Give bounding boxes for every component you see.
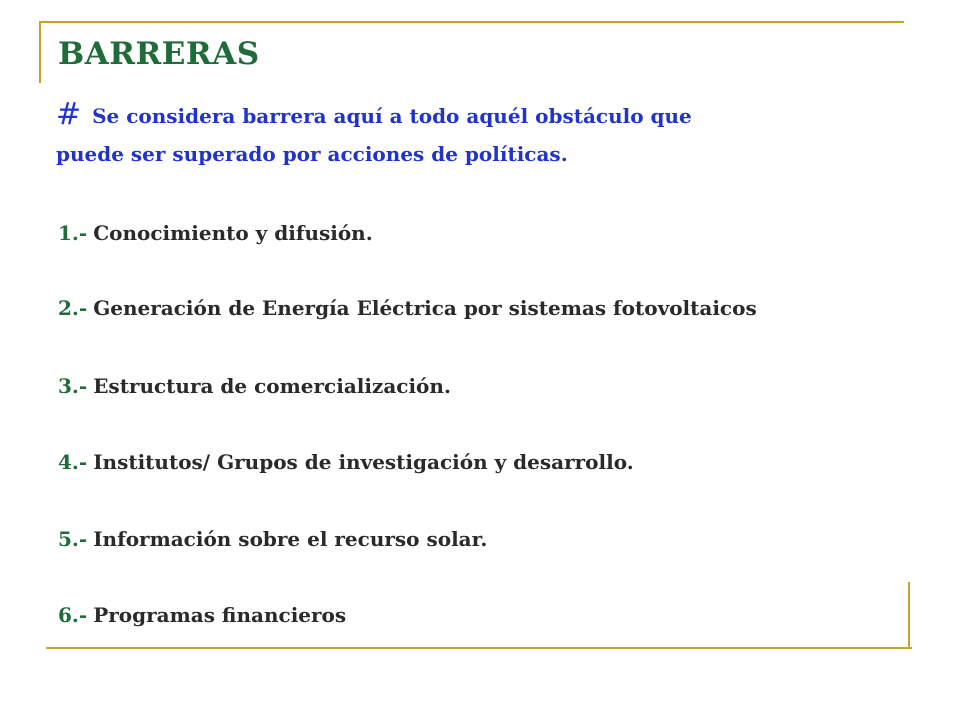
hash-bullet-icon: # <box>56 97 82 132</box>
left-accent-line <box>39 21 41 83</box>
intro-line-1: Se considera barrera aquí a todo aquél obstáculo que <box>92 104 692 128</box>
barrier-number: 1.- <box>58 221 88 245</box>
barrier-item-3 <box>58 374 451 398</box>
barrier-text: Conocimiento y difusión. <box>93 221 373 245</box>
barrier-text: Institutos/ Grupos de investigación y desarrollo. <box>93 450 634 474</box>
barrier-text: Estructura de comercialización. <box>93 374 451 398</box>
barrier-text: Generación de Energía Eléctrica por sistemas fotovoltaicos <box>93 296 757 320</box>
bottom-divider-line <box>46 647 912 649</box>
barrier-text: Programas financieros <box>93 603 347 627</box>
barrier-item-1 <box>58 221 373 245</box>
barrier-number: 6.- <box>58 603 88 627</box>
intro-line-2: puede ser superado por acciones de políticas. <box>56 142 568 166</box>
slide-title: BARRERAS <box>58 36 260 72</box>
barrier-number: 5.- <box>58 527 88 551</box>
intro-paragraph <box>56 96 896 173</box>
barrier-item-5 <box>58 527 487 551</box>
barrier-item-6 <box>58 603 346 627</box>
barrier-number: 4.- <box>58 450 88 474</box>
right-accent-line <box>908 582 910 648</box>
barrier-text: Información sobre el recurso solar. <box>93 527 488 551</box>
barrier-item-2 <box>58 296 757 320</box>
barrier-number: 3.- <box>58 374 88 398</box>
barrier-number: 2.- <box>58 296 88 320</box>
top-divider-line <box>40 21 904 23</box>
barrier-item-4 <box>58 450 634 474</box>
